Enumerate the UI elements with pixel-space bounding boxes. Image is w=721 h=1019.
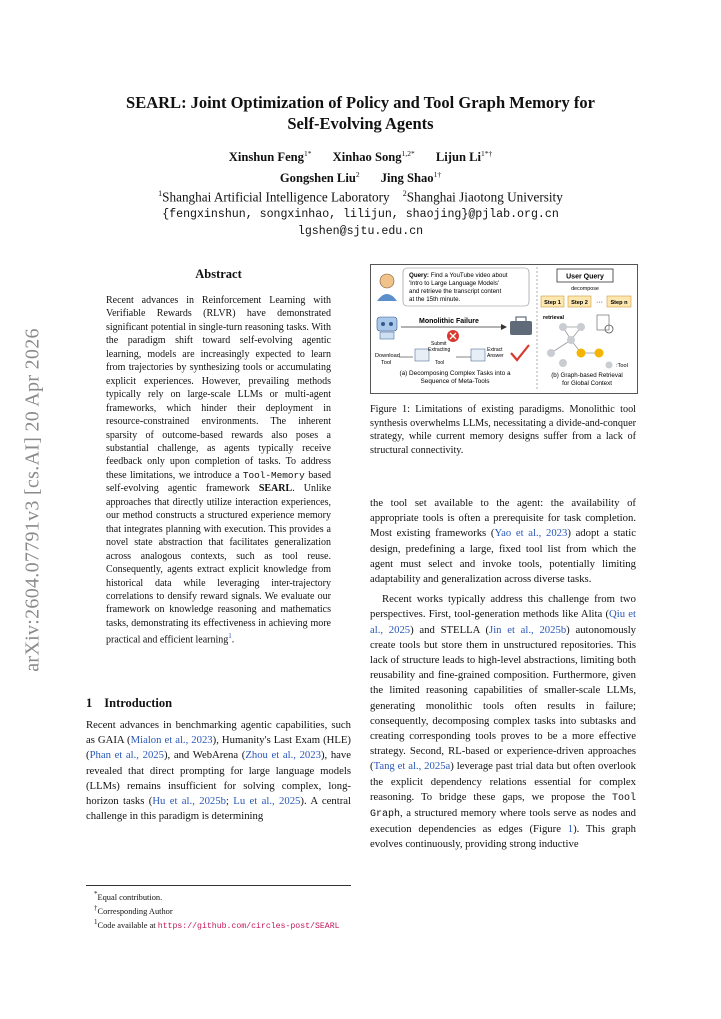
author: Xinshun Feng$^{1*}$ [228, 149, 312, 165]
footnote: *Equal contribution. [94, 890, 163, 902]
fail-icon [447, 330, 459, 342]
retrieval-label: retrieval [543, 315, 564, 321]
paragraph: Recent works typically address this challenge from two perspectives. First, tool-generation methods like Alita (Qiu et al., 2025) and STELLA (Jin et al., 2025b) autonomously create tools but store them in unstructured repositories. This lack of structure leads to high-level abstractions, limiting both reusability and fine-grained composition. Furthermore, given the limited reasoning capabilities of smaller-scale LLMs, generating monolithic tools often results in failure; consequently, decomposing complex tasks into subtasks and creating corresponding tools proves to be a more effective strategy. Second, RL-based or experience-driven approaches (Tang et al., 2025a) leverage past trial data but often overlook the explicit dependency relations essential for complex reasoning. To bridge these gaps, we propose the Tool Graph, a structured memory where tools serve as nodes and execution dependencies as edges (Figure 1). This graph evolves continuously, providing strong inductive [370, 593, 637, 851]
citation-link[interactable]: Lu et al., 2025 [233, 795, 301, 808]
citation-link[interactable]: Hu et al., 2025b [152, 795, 226, 808]
citation-link[interactable]: Tang et al., 2025a [373, 760, 451, 773]
query-line-4: at the 15th minute. [409, 296, 461, 303]
footnote: $^1$Code available at https://github.com/circles-post/SEARL [94, 918, 340, 931]
citation-link[interactable]: Phan et al., 2025 [89, 749, 164, 762]
author: Gongshen Liu$^2$ [279, 170, 360, 186]
tool-legend-label: :Tool [616, 363, 628, 369]
authors-row-1 [80, 149, 641, 165]
paper-title [80, 92, 641, 134]
monolithic-failure-label: Monolithic Failure [419, 318, 479, 325]
submit-label-2: Extracting [428, 347, 451, 353]
extract-label-1: Extract [487, 347, 503, 353]
section-heading: 1 Introduction [86, 696, 173, 710]
arrowhead [501, 324, 507, 330]
decompose-label: decompose [571, 286, 599, 292]
toolbox-icon [510, 317, 532, 335]
arxiv-id: arXiv:2604.07791v3 [cs.AI] 20 Apr 2026 [21, 328, 44, 672]
user-avatar-icon [377, 274, 397, 301]
script-icon [471, 349, 485, 361]
figure-1 [370, 264, 638, 394]
search-doc-icon [597, 315, 613, 333]
paragraph: the tool set available to the agent: the availability of appropriate tools is often a prerequisite for task completion. Most existing frameworks (Yao et al., 2023) adopt a static design, predefining a large, fixed tool list from which the agent must select and invoke tools, potentially limiting adaptability and generalization across diverse tasks. [370, 497, 636, 586]
steps-ellipsis: ··· [596, 299, 603, 306]
download-label: Download [375, 353, 400, 359]
panel-b-caption-2: for Global Context [562, 380, 612, 387]
figure-1-caption: Figure 1: Limitations of existing paradigms. Monolithic tool synthesis overwhelms LLMs, necessitating a divide-and-conquer strategy, while current memory designs suffer from a lack of structural connectivity. [370, 404, 637, 456]
query-line-3: and retrieve the transcript content [409, 288, 502, 295]
author: Jing Shao$^{1\dagger}$ [380, 170, 442, 186]
title-line-1: SEARL: Joint Optimization of Policy and Tool Graph Memory for [126, 93, 595, 112]
query-line-1: Query: Find a YouTube video about [409, 272, 508, 279]
step-2-label: Step 2 [571, 300, 588, 306]
abstract-heading: Abstract [195, 267, 242, 281]
affiliations: $^1$Shanghai Artificial Intelligence Laboratory $^2$Shanghai Jiaotong University [158, 189, 563, 205]
script-icon [415, 349, 429, 361]
panel-a-caption-2: Sequence of Meta-Tools [420, 378, 490, 385]
citation-link[interactable]: Zhou et al., 2023 [245, 749, 321, 762]
panel-a-caption-1: (a) Decomposing Complex Tasks into a [399, 370, 511, 377]
title-line-2: Self-Evolving Agents [287, 114, 434, 133]
right-column-text [370, 496, 636, 853]
figure-1-diagram [371, 265, 637, 393]
submit-label-1: Submit [431, 341, 447, 347]
footnote: †Corresponding Author [94, 904, 173, 916]
author: Lijun $Li^{1*\dagger}$ [435, 149, 493, 165]
email-line-1[interactable]: {fengxinshun, songxinhao, lilijun, shaojing}@pjlab.org.cn [162, 208, 559, 221]
user-query-label: User Query [566, 273, 604, 281]
intro-paragraph: Recent advances in benchmarking agentic capabilities, such as GAIA (Mialon et al., 2023), Humanity's Last Exam (HLE) (Phan et al., 2025), and WebArena (Zhou et al., 2023), have revealed that direct prompting for large language models (LLMs) remains insufficient for solving complex, long-horizon tasks (Hu et al., 2025b; Lu et al., 2025). A central challenge in this paradigm is determining [86, 719, 351, 823]
author: Xinhao Song$^{1,2*}$ [332, 149, 415, 165]
abstract-body: Recent advances in Reinforcement Learning with Verifiable Rewards (RLVR) have demonstrated significant potential in single-turn reasoning tasks. With the paradigm shift toward self-evolving agentic learning, models are increasingly expected to learn from trajectories by synthesizing tools or accumulating explicit experiences. However, prevailing methods typically rely on large-scale LLMs or multi-agent frameworks, which hinder their deployment in resource-constrained environments. The inherent sparsity of outcome-based rewards also poses a substantial challenge, as agents typically receive feedback only upon completion of tasks. To address these limitations, we introduce a Tool-Memory based self-evolving agentic framework SEARL. Unlike approaches that directly utilize interaction experiences, our method constructs a structured experience memory that integrates planning with execution. This provides a novel state abstraction that facilitates generalization across analogous contexts, such as tool reuse. Consequently, agents extract explicit knowledge from historical data while leveraging inter-trajectory correlations to densify reward signals. We evaluate our framework on knowledge reasoning and mathematics tasks, demonstrating its effectiveness in achieving more practical and efficient learning$^1$. [106, 295, 332, 646]
query-line-2: 'Intro to Large Language Models' [409, 280, 500, 287]
figure-ref-link[interactable]: 1 [567, 823, 574, 836]
footnotes [86, 885, 351, 932]
email-line-2[interactable]: lgshen@sjtu.edu.cn [297, 225, 424, 238]
authors-row-2 [80, 170, 641, 186]
citation-link[interactable]: Mialon et al., 2023 [130, 734, 213, 747]
footnote-ref[interactable]: 1 [228, 632, 232, 641]
arxiv-stamp [18, 300, 48, 700]
citation-link[interactable]: Jin et al., 2025b [489, 623, 567, 636]
code-link[interactable]: https://github.com/circles-post/SEARL [157, 921, 340, 931]
citation-link[interactable]: Yao et al., 2023 [494, 527, 568, 540]
panel-b-caption-1: (b) Graph-based Retrieval [551, 372, 623, 379]
step-1-label: Step 1 [544, 300, 561, 306]
extract-label-2: Answer [487, 353, 504, 359]
submit-label-3: Tool [435, 360, 445, 366]
check-icon [511, 345, 529, 360]
citation-link[interactable]: Qiu et al., 2025 [370, 608, 636, 636]
step-n-label: Step n [610, 300, 628, 306]
tool-label: Tool [381, 360, 392, 366]
robot-icon [377, 317, 397, 339]
